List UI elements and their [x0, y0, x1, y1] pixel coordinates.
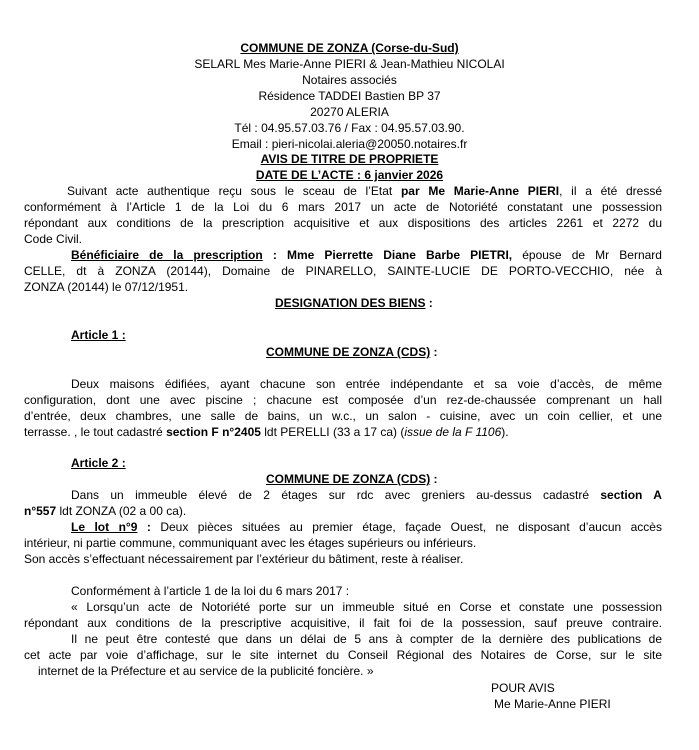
- article-2-line-1: Dans un immeuble élevé de 2 étages sur rdc avec greniers au-dessus cadastré section A: [71, 488, 662, 502]
- article-2-label: Article 2 :: [71, 456, 126, 470]
- article-1-line-4: terrasse. , le tout cadastré section F n°2405 ldt PERELLI (33 a 17 ca) (issue de la F 1106).: [24, 425, 509, 439]
- phone-fax-line: Tél : 04.95.57.03.76 / Fax : 04.95.57.03.90.: [234, 121, 465, 135]
- lot-line-3: Son accès s’effectuant nécessairement par l’extérieur du bâtiment, reste à réaliser.: [24, 552, 464, 566]
- city-line: 20270 ALERIA: [310, 105, 389, 119]
- notice-title: AVIS DE TITRE DE PROPRIETE: [260, 152, 439, 166]
- intro-line-3: répondant aux conditions de la prescription acquisitive et aux dispositions des articles 2261 et 2272 du: [24, 216, 662, 230]
- quote-line-1: « Lorsqu’un acte de Notoriété porte sur un immeuble situé en Corse et constate une possession: [71, 600, 662, 614]
- selarl-name: SELARL Mes Marie-Anne PIERI & Jean-Mathieu NICOLAI: [194, 57, 505, 71]
- residence-line: Résidence TADDEI Bastien BP 37: [258, 89, 441, 103]
- article-2-line-2: n°557 ldt ZONZA (02 a 00 ca).: [24, 504, 187, 518]
- article-1-line-2: configuration, dont une avec piscine ; chacune est composée d’un rez-de-chaussée comprenant un hall: [24, 393, 662, 407]
- beneficiary-name: Mme Pierrette Diane Barbe PIETRI,: [286, 248, 513, 262]
- quote-line-2: répondant aux conditions de la prescriptive acquisitive, il fait foi de la possession, sauf preuve contraire.: [24, 616, 662, 630]
- quote-line-3: Il ne peut être contesté que dans un délai de 5 ans à compter de la dernière des publications de: [71, 632, 662, 646]
- signature-pour-avis: POUR AVIS: [491, 681, 555, 695]
- beneficiary-line-1: Bénéficiaire de la prescription : Mme Pierrette Diane Barbe PIETRI, épouse de Mr Bernard: [71, 248, 662, 262]
- article-2-commune: COMMUNE DE ZONZA (CDS) :: [266, 472, 438, 486]
- article-1-label: Article 1 :: [71, 328, 126, 342]
- conform-intro: Conformément à l’article 1 de la loi du 6 mars 2017 :: [71, 584, 350, 598]
- quote-line-4: cet acte par voie d’affichage, sur le site internet du Conseil Régional des Notaires de Corse, sur le site: [24, 648, 662, 662]
- signature-name: Me Marie-Anne PIERI: [494, 697, 611, 711]
- quote-line-5: internet de la Préfecture et au service de la publicité foncière. »: [38, 664, 374, 678]
- article-1-line-3: d’entrée, deux chambres, une salle de bains, un w.c., un salon - cuisine, avec un coin cellier, et une: [24, 409, 662, 423]
- beneficiary-line-2: CELLE, dt à ZONZA (20144), Domaine de PINARELLO, SAINTE-LUCIE DE PORTO-VECCHIO, née à: [24, 264, 662, 278]
- beneficiary-label: Bénéficiaire de la prescription: [71, 248, 263, 262]
- lot-line-2: intérieur, ni partie commune, communiquant avec les étages supérieurs ou inférieurs.: [24, 536, 477, 550]
- act-date: DATE DE L’ACTE : 6 janvier 2026: [255, 168, 444, 182]
- email-line: Email : pieri-nicolai.aleria@20050.notaires.fr: [231, 137, 468, 151]
- notaires-line: Notaires associés: [302, 73, 397, 87]
- lot-label: Le lot n°9: [71, 520, 138, 534]
- commune-title: COMMUNE DE ZONZA (Corse-du-Sud): [240, 41, 459, 55]
- intro-line-2: conformément à l’Article 1 de la Loi du 6 mars 2017 un acte de Notoriété constatant une possession: [24, 200, 662, 214]
- intro-line-4: Code Civil.: [24, 232, 83, 246]
- article-1-line-1: Deux maisons édifiées, ayant chacune son entrée indépendante et sa voie d’accès, de même: [71, 377, 662, 391]
- designation-heading: DESIGNATION DES BIENS :: [275, 296, 433, 310]
- article-1-commune: COMMUNE DE ZONZA (CDS) :: [266, 345, 438, 359]
- lot-line-1: Le lot n°9 : Deux pièces situées au premier étage, façade Ouest, ne disposant d’aucun accès: [71, 520, 662, 534]
- beneficiary-line-3: ZONZA (20144) le 07/12/1951.: [24, 280, 189, 294]
- intro-line-1: Suivant acte authentique reçu sous le sceau de l’Etat par Me Marie-Anne PIERI, il a été dressé: [67, 184, 663, 198]
